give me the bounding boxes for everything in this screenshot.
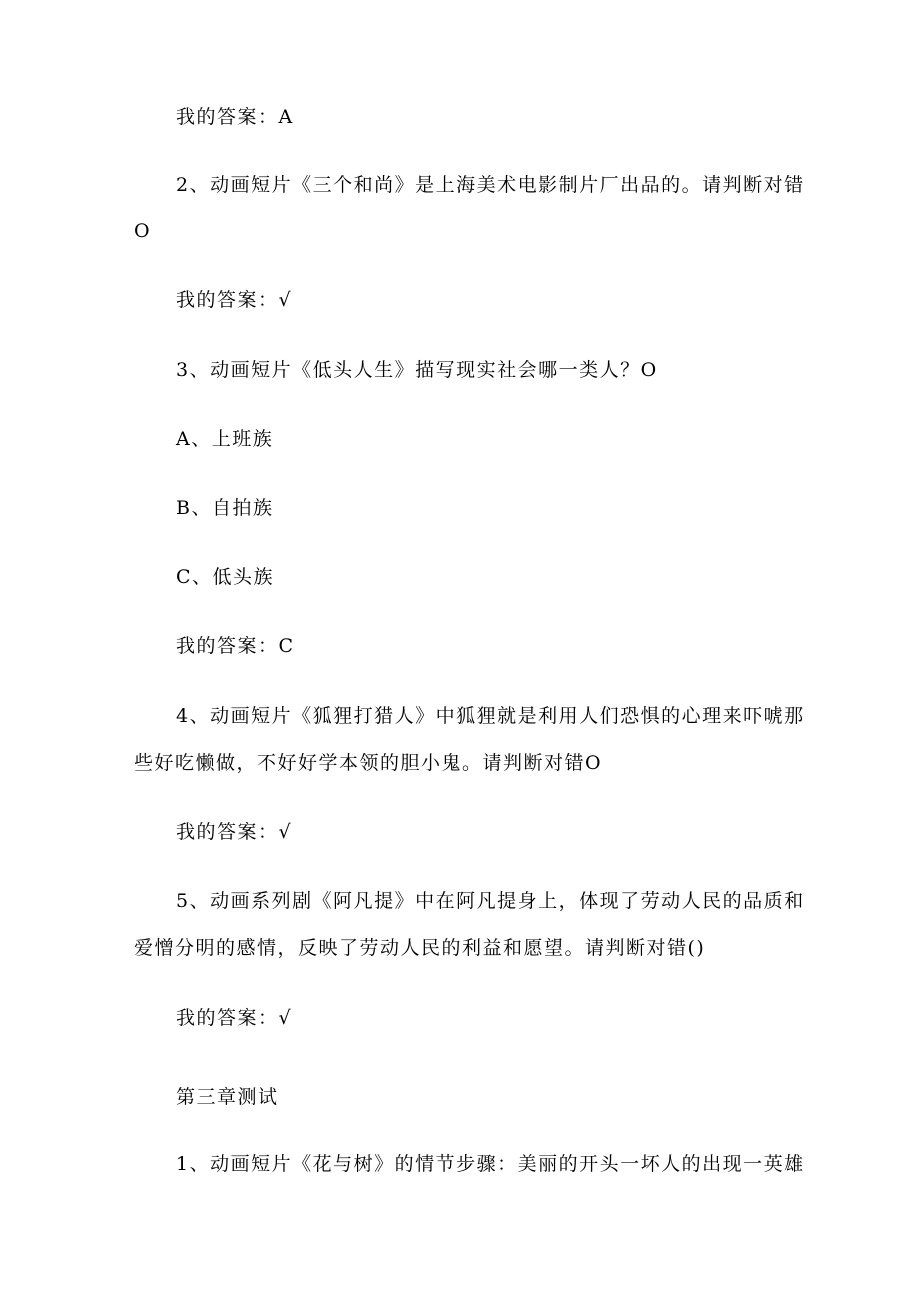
question-3: 3、动画短片《低头人生》描写现实社会哪一类人？O	[176, 359, 658, 381]
answer-q5: 我的答案：√	[176, 1007, 293, 1029]
option-a: A、上班族	[176, 428, 274, 450]
option-b: B、自拍族	[176, 497, 274, 519]
chapter-heading: 第三章测试	[176, 1086, 279, 1108]
question-4-line-1: 4、动画短片《狐狸打猎人》中狐狸就是利用人们恐惧的心理来吓唬那	[176, 705, 805, 727]
chapter3-question-1: 1、动画短片《花与树》的情节步骤：美丽的开头一坏人的出现一英雄	[176, 1153, 805, 1175]
question-2-line-1: 2、动画短片《三个和尚》是上海美术电影制片厂出品的。请判断对错	[176, 174, 805, 196]
answer-q3: 我的答案：C	[176, 635, 295, 657]
answer-q1: 我的答案：A	[176, 106, 294, 128]
question-2-line-2: O	[134, 220, 152, 242]
option-c: C、低头族	[176, 566, 275, 588]
question-5-line-1: 5、动画系列剧《阿凡提》中在阿凡提身上，体现了劳动人民的品质和	[176, 890, 805, 912]
answer-q4: 我的答案：√	[176, 821, 293, 843]
answer-q2: 我的答案：√	[176, 289, 293, 311]
question-5-line-2: 爱憎分明的感情，反映了劳动人民的利益和愿望。请判断对错()	[134, 937, 706, 959]
question-4-line-2: 些好吃懒做，不好好学本领的胆小鬼。请判断对错O	[134, 752, 603, 774]
